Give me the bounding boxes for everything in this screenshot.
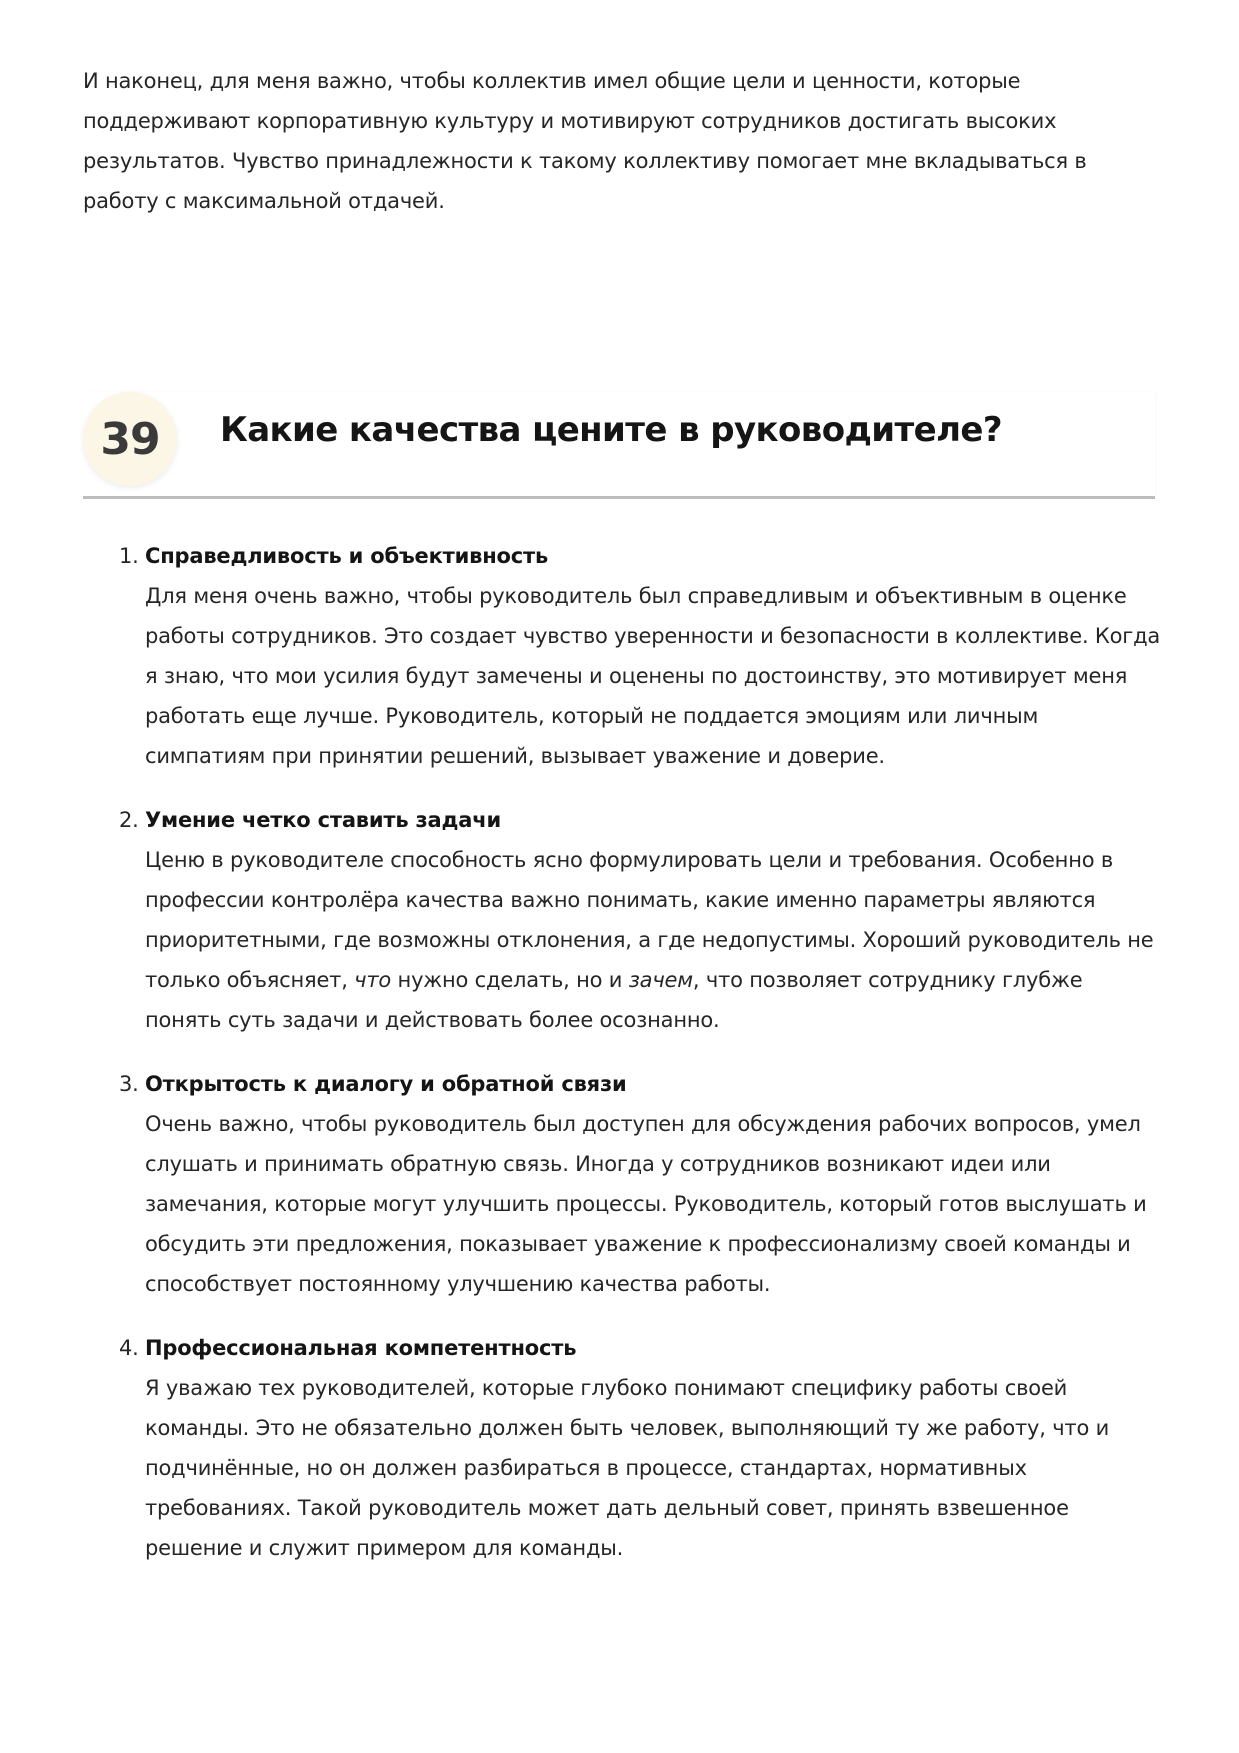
list-item-text: Для меня очень важно, чтобы руководитель был справедливым и объективным в оценке работы сотрудников. Это создает чувство уверенности и безопасности в коллективе. Когда я знаю, что мои усилия будут замечены и оценены по достоинству, это мотивирует меня работать еще лучше. Руководитель, который не поддается эмоциям или личным симпатиям при принятии решений, вызывает уважение и доверие.	[145, 584, 1161, 768]
list-item-title: Профессиональная компетентность	[145, 1336, 577, 1360]
list-item-text: Очень важно, чтобы руководитель был доступен для обсуждения рабочих вопросов, умел слушать и принимать обратную связь. Иногда у сотрудников возникают идеи или замечания, которые могут улучшить процессы. Руководитель, который готов выслушать и обсудить эти предложения, показывает уважение к профессионализму своей команды и способствует постоянному улучшению качества работы.	[145, 1112, 1147, 1296]
emphasis-text: что	[354, 968, 392, 992]
list-item-text	[145, 840, 1163, 1040]
intro-paragraph: И наконец, для меня важно, чтобы коллектив имел общие цели и ценности, которые поддерживают корпоративную культуру и мотивируют сотрудников достигать высоких результатов. Чувство принадлежности к такому коллективу помогает мне вкладываться в работу с максимальной отдачей.	[83, 69, 1087, 213]
list-item	[83, 800, 1163, 1040]
list-item-number: 4.	[119, 1336, 139, 1360]
list-item	[83, 1328, 1163, 1568]
question-title: Какие качества цените в руководителе?	[220, 410, 1002, 450]
list-item-number: 3.	[119, 1072, 139, 1096]
text-segment: , что позволяет сотруднику глубже понять суть задачи и действовать более осознанно.	[145, 968, 1083, 1032]
list-item-number: 2.	[119, 808, 139, 832]
text-segment: нужно сделать, но и	[391, 968, 629, 992]
text-segment: Ценю в руководителе способность ясно формулировать цели и требования. Особенно в профессии контролёра качества важно понимать, какие именно параметры являются приоритетными, где возможны отклонения, а где недопустимы. Хороший руководитель не только объясняет,	[145, 848, 1154, 992]
question-number: 39	[100, 413, 160, 465]
list-item	[83, 1064, 1163, 1304]
list-item-number: 1.	[119, 544, 139, 568]
list-item-title: Справедливость и объективность	[145, 544, 549, 568]
question-number-badge	[83, 392, 177, 486]
list-item	[83, 536, 1163, 776]
list-item-title: Умение четко ставить задачи	[145, 808, 501, 832]
answer-list	[83, 536, 1163, 1592]
question-header	[83, 392, 1155, 499]
list-item-title: Открытость к диалогу и обратной связи	[145, 1072, 627, 1096]
emphasis-text: зачем	[628, 968, 693, 992]
list-item-text: Я уважаю тех руководителей, которые глубоко понимают специфику работы своей команды. Это не обязательно должен быть человек, выполняющий ту же работу, что и подчинённые, но он должен разбираться в процессе, стандартах, нормативных требованиях. Такой руководитель может дать дельный совет, принять взвешенное решение и служит примером для команды.	[145, 1376, 1110, 1560]
